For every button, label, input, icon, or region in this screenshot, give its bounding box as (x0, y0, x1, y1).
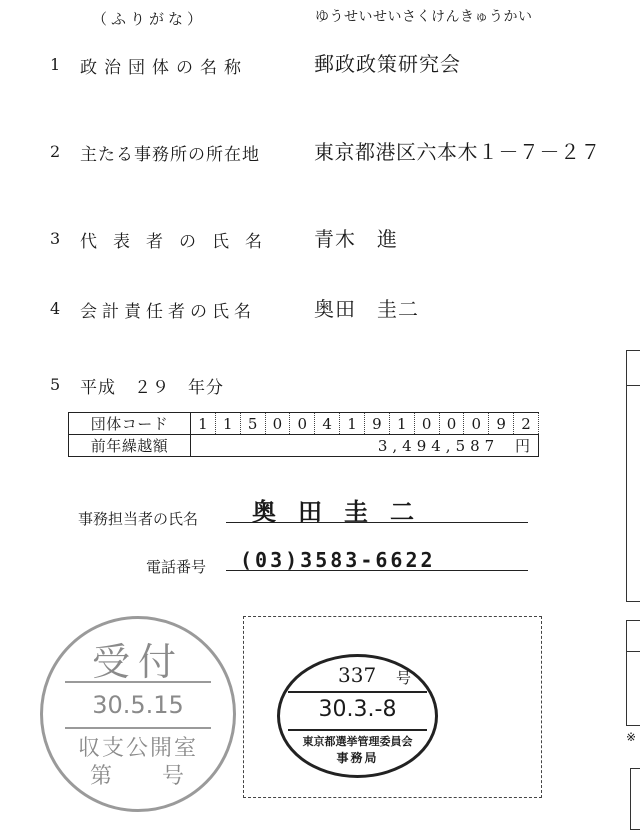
code-digit: 5 (240, 413, 265, 435)
side-note-mark: ※ (626, 730, 637, 744)
code-digit: 2 (514, 413, 539, 435)
code-digit: 1 (215, 413, 240, 435)
election-commission-stamp (277, 654, 438, 778)
received-stamp-title: 受付 (91, 640, 184, 684)
report-year: 平成 ２９ 年分 (80, 378, 224, 398)
carryover-amount-cell (190, 435, 538, 457)
code-digit: 9 (489, 413, 514, 435)
right-edge-frame-divider (627, 385, 640, 386)
code-digit: 1 (190, 413, 215, 435)
received-stamp (40, 616, 236, 812)
election-stamp-dept: 事務局 (336, 751, 379, 765)
code-digit: 1 (340, 413, 365, 435)
organization-name: 郵政政策研究会 (314, 52, 461, 76)
phone-label: 電話番号 (146, 558, 207, 576)
code-digit: 4 (315, 413, 340, 435)
item-number-4: 4 (50, 299, 61, 318)
code-digit: 0 (414, 413, 439, 435)
received-stamp-number: 第 号 (89, 764, 186, 789)
item-number-3: 3 (50, 229, 61, 248)
code-digit: 1 (389, 413, 414, 435)
code-digit: 0 (290, 413, 315, 435)
received-stamp-line-top (65, 681, 211, 683)
received-stamp-date: 30.5.15 (92, 691, 184, 719)
contact-person-name: 奥田圭二 (252, 497, 436, 526)
received-stamp-office: 収支公開室 (77, 736, 198, 761)
election-stamp-number: 337 (338, 663, 377, 687)
furigana-label: （ふりがな） (92, 10, 207, 28)
right-edge-frame-lower (626, 620, 640, 726)
item-label-representative: 代表者の氏名 (80, 232, 278, 252)
item-label-office-address: 主たる事務所の所在地 (80, 145, 260, 165)
election-stamp-org: 東京都選挙管理委員会 (302, 735, 413, 748)
carryover-amount: 3,494,587 (377, 437, 500, 455)
carryover-row (69, 435, 539, 457)
code-row (69, 413, 539, 435)
item-label-organization-name: 政治団体の名称 (80, 58, 248, 78)
right-edge-frame-upper (626, 350, 640, 602)
furigana-value: ゆうせいせいさくけんきゅうかい (315, 9, 533, 25)
organization-code-table (68, 412, 539, 457)
item-label-accountant: 会計責任者の氏名 (80, 302, 256, 322)
carryover-unit: 円 (514, 437, 530, 455)
election-stamp-line-top (288, 691, 427, 693)
contact-person-label: 事務担当者の氏名 (78, 510, 199, 528)
code-label: 団体コード (69, 413, 191, 435)
code-digit: 0 (265, 413, 290, 435)
accountant-name: 奥田 圭二 (314, 297, 419, 321)
item-number-1: 1 (50, 55, 61, 74)
carryover-label: 前年繰越額 (69, 435, 191, 457)
code-digit: 9 (364, 413, 389, 435)
right-edge-frame-lower-divider (627, 651, 640, 652)
code-digit: 0 (464, 413, 489, 435)
phone-number: (03)3583-6622 (240, 548, 436, 572)
election-stamp-number-suffix: 号 (396, 669, 412, 687)
item-number-5: 5 (50, 375, 61, 394)
item-number-2: 2 (50, 142, 61, 161)
representative-name: 青木 進 (314, 227, 398, 251)
received-stamp-line-bottom (65, 727, 211, 729)
election-stamp-date: 30.3.-8 (318, 697, 397, 722)
office-address: 東京都港区六本木１－７－２７ (314, 140, 601, 164)
right-edge-frame-bottom (630, 768, 640, 830)
code-digit: 0 (439, 413, 464, 435)
election-stamp-line-bottom (288, 729, 427, 731)
